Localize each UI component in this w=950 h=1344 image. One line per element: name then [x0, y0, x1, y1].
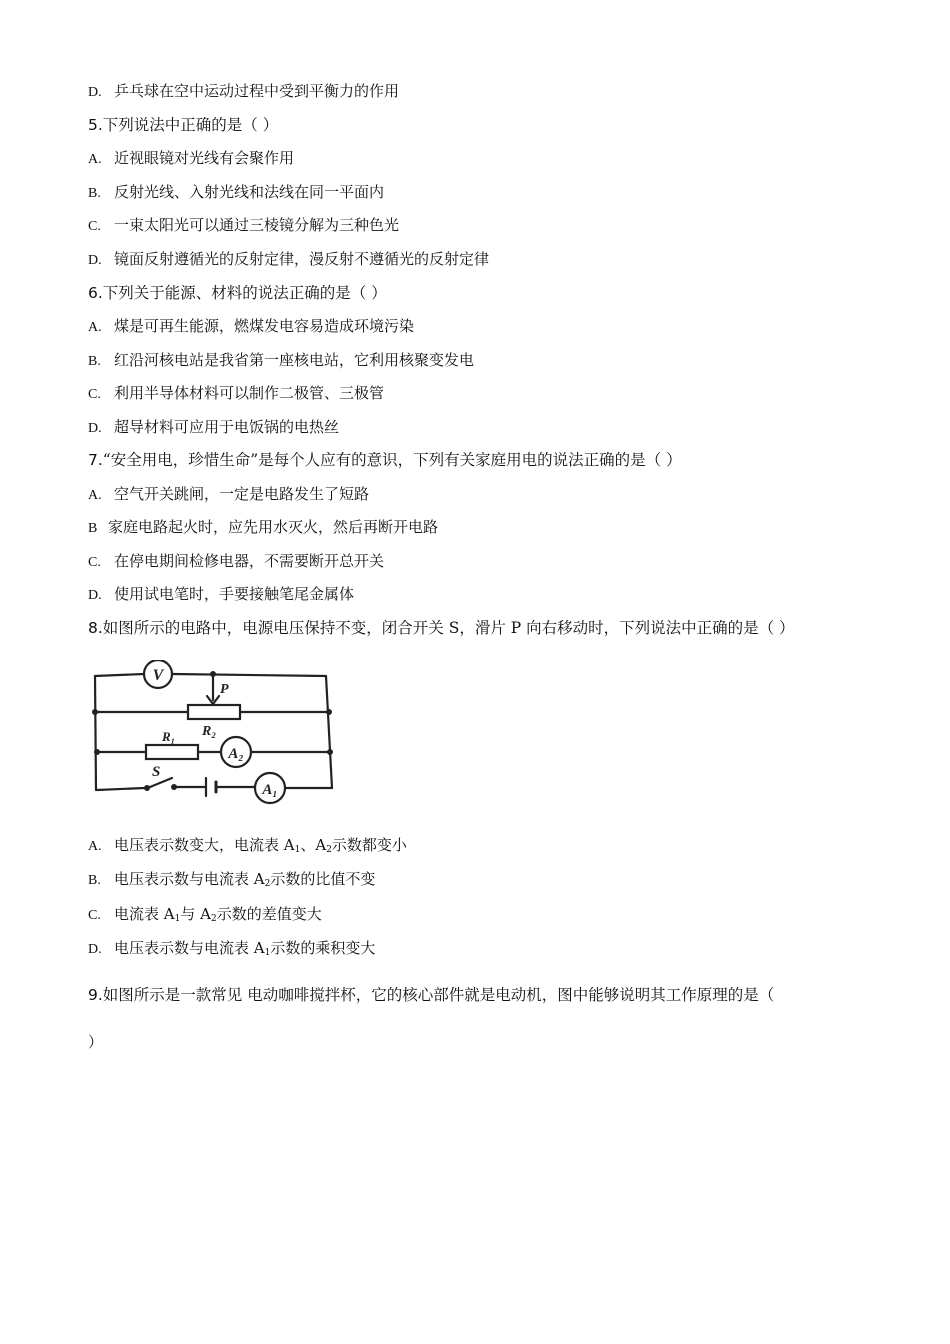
option-text: 电压表示数与电流表 A	[114, 870, 265, 888]
option-text: 电压表示数变大，电流表 A	[114, 836, 295, 854]
option-text: 在停电期间检修电器，不需要断开总开关	[114, 552, 385, 570]
q7-option-b	[88, 517, 438, 539]
q8-option-b	[88, 869, 375, 894]
question-number: 5.	[88, 116, 103, 134]
option-letter: D.	[88, 253, 102, 268]
q5-option-d	[88, 249, 489, 271]
slider-label: P	[220, 682, 229, 697]
junction-dot	[92, 709, 98, 715]
option-letter: A.	[88, 488, 102, 503]
subscript: 2	[210, 914, 217, 924]
question-text: 如图所示是一款常见 电动咖啡搅拌杯，它的核心部件就是电动机，图中能够说明其工作原理的是（	[102, 986, 775, 1004]
option-letter: D.	[88, 942, 102, 957]
wire	[95, 674, 144, 676]
option-text: 近视眼镜对光线有会聚作用	[114, 149, 295, 167]
option-letter: C.	[88, 387, 101, 402]
question-6-stem	[88, 283, 387, 303]
q8-option-c	[88, 904, 322, 929]
question-number: 9.	[88, 986, 103, 1004]
question-number: 6.	[88, 284, 103, 302]
question-7-stem	[88, 450, 682, 470]
option-text: 乒乓球在空中运动过程中受到平衡力的作用	[114, 82, 400, 100]
question-5-stem	[88, 115, 278, 135]
option-text: 示数的差值变大	[216, 905, 322, 923]
option-text: 示数的比值不变	[270, 870, 376, 888]
subscript: 1	[264, 948, 271, 958]
q6-option-c	[88, 383, 384, 405]
option-letter: D.	[88, 421, 102, 436]
option-letter: A.	[88, 839, 102, 854]
wire	[172, 674, 326, 676]
question-9-stem-end	[88, 1032, 103, 1052]
question-9-stem	[88, 985, 774, 1005]
junction-dot	[94, 749, 100, 755]
resistor-label: R₁	[162, 729, 176, 744]
subscript: 1	[294, 845, 301, 855]
wire	[97, 788, 144, 790]
option-letter: A.	[88, 320, 102, 335]
option-text: 利用半导体材料可以制作二极管、三极管	[114, 384, 385, 402]
option-text: 、A	[300, 836, 327, 854]
wire	[95, 676, 96, 790]
q5-option-c	[88, 215, 399, 237]
q7-option-c	[88, 551, 384, 573]
q6-option-b	[88, 350, 474, 372]
option-text: 超导材料可应用于电饭锅的电热丝	[114, 418, 340, 436]
option-text: 煤是可再生能源，燃煤发电容易造成环境污染	[114, 317, 415, 335]
resistor-r1	[146, 745, 198, 759]
question-8-stem	[88, 618, 795, 638]
option-text: 与 A	[180, 905, 211, 923]
option-letter: C.	[88, 555, 101, 570]
option-letter: B.	[88, 186, 101, 201]
q4-option-d	[88, 81, 399, 103]
option-text: 电压表示数与电流表 A	[114, 939, 265, 957]
switch-contact-dot	[171, 784, 177, 790]
wire	[326, 676, 332, 788]
option-text: 示数都变小	[331, 836, 407, 854]
option-text: 反射光线、入射光线和法线在同一平面内	[114, 183, 385, 201]
question-text: “安全用电，珍惜生命”是每个人应有的意识，下列有关家庭用电的说法正确的是（ ）	[102, 451, 682, 469]
q5-option-b	[88, 182, 384, 204]
ammeter-a1-label: A₁	[262, 782, 278, 798]
q7-option-a	[88, 484, 369, 506]
question-text: ）	[88, 1033, 104, 1051]
subscript: 1	[174, 914, 181, 924]
option-text: 电流表 A	[114, 905, 175, 923]
subscript: 2	[326, 845, 332, 855]
option-letter: D.	[88, 85, 102, 100]
option-text: 示数的乘积变大	[270, 939, 376, 957]
q8-option-a	[88, 835, 407, 860]
q6-option-a	[88, 316, 414, 338]
option-text: 空气开关跳闸，一定是电路发生了短路	[114, 485, 370, 503]
junction-dot	[210, 671, 216, 677]
voltmeter-label: V	[152, 667, 164, 684]
option-letter: B.	[88, 354, 101, 369]
q8-option-d	[88, 938, 375, 963]
option-letter: D.	[88, 588, 102, 603]
question-text: 如图所示的电路中，电源电压保持不变，闭合开关 S，滑片 P 向右移动时，下列说法中正确的是（ ）	[102, 619, 795, 637]
option-text: 家庭电路起火时，应先用水灭火，然后再断开电路	[108, 518, 439, 536]
option-letter: B	[88, 521, 98, 536]
ammeter-a2-label: A₂	[228, 746, 244, 762]
option-text: 镜面反射遵循光的反射定律，漫反射不遵循光的反射定律	[114, 250, 490, 268]
option-letter: C.	[88, 908, 101, 923]
rheostat-label: R₂	[202, 724, 217, 739]
option-text: 红沿河核电站是我省第一座核电站，它利用核聚变发电	[114, 351, 475, 369]
switch-contact-dot	[144, 785, 150, 791]
option-text: 一束太阳光可以通过三棱镜分解为三种色光	[114, 216, 400, 234]
question-number: 7.	[88, 451, 103, 469]
rheostat-r2	[188, 705, 240, 719]
junction-dot	[327, 749, 333, 755]
q6-option-d	[88, 417, 339, 439]
junction-dot	[326, 709, 332, 715]
question-text: 下列说法中正确的是（ ）	[102, 116, 279, 134]
option-letter: B.	[88, 873, 101, 888]
option-text: 使用试电笔时，手要接触笔尾金属体	[114, 585, 355, 603]
option-letter: A.	[88, 152, 102, 167]
q7-option-d	[88, 584, 354, 606]
q5-option-a	[88, 148, 294, 170]
question-text: 下列关于能源、材料的说法正确的是（ ）	[102, 284, 387, 302]
subscript: 2	[264, 879, 271, 889]
option-letter: C.	[88, 219, 101, 234]
question-number: 8.	[88, 619, 103, 637]
circuit-diagram	[88, 660, 348, 810]
switch-label: S	[152, 764, 161, 780]
